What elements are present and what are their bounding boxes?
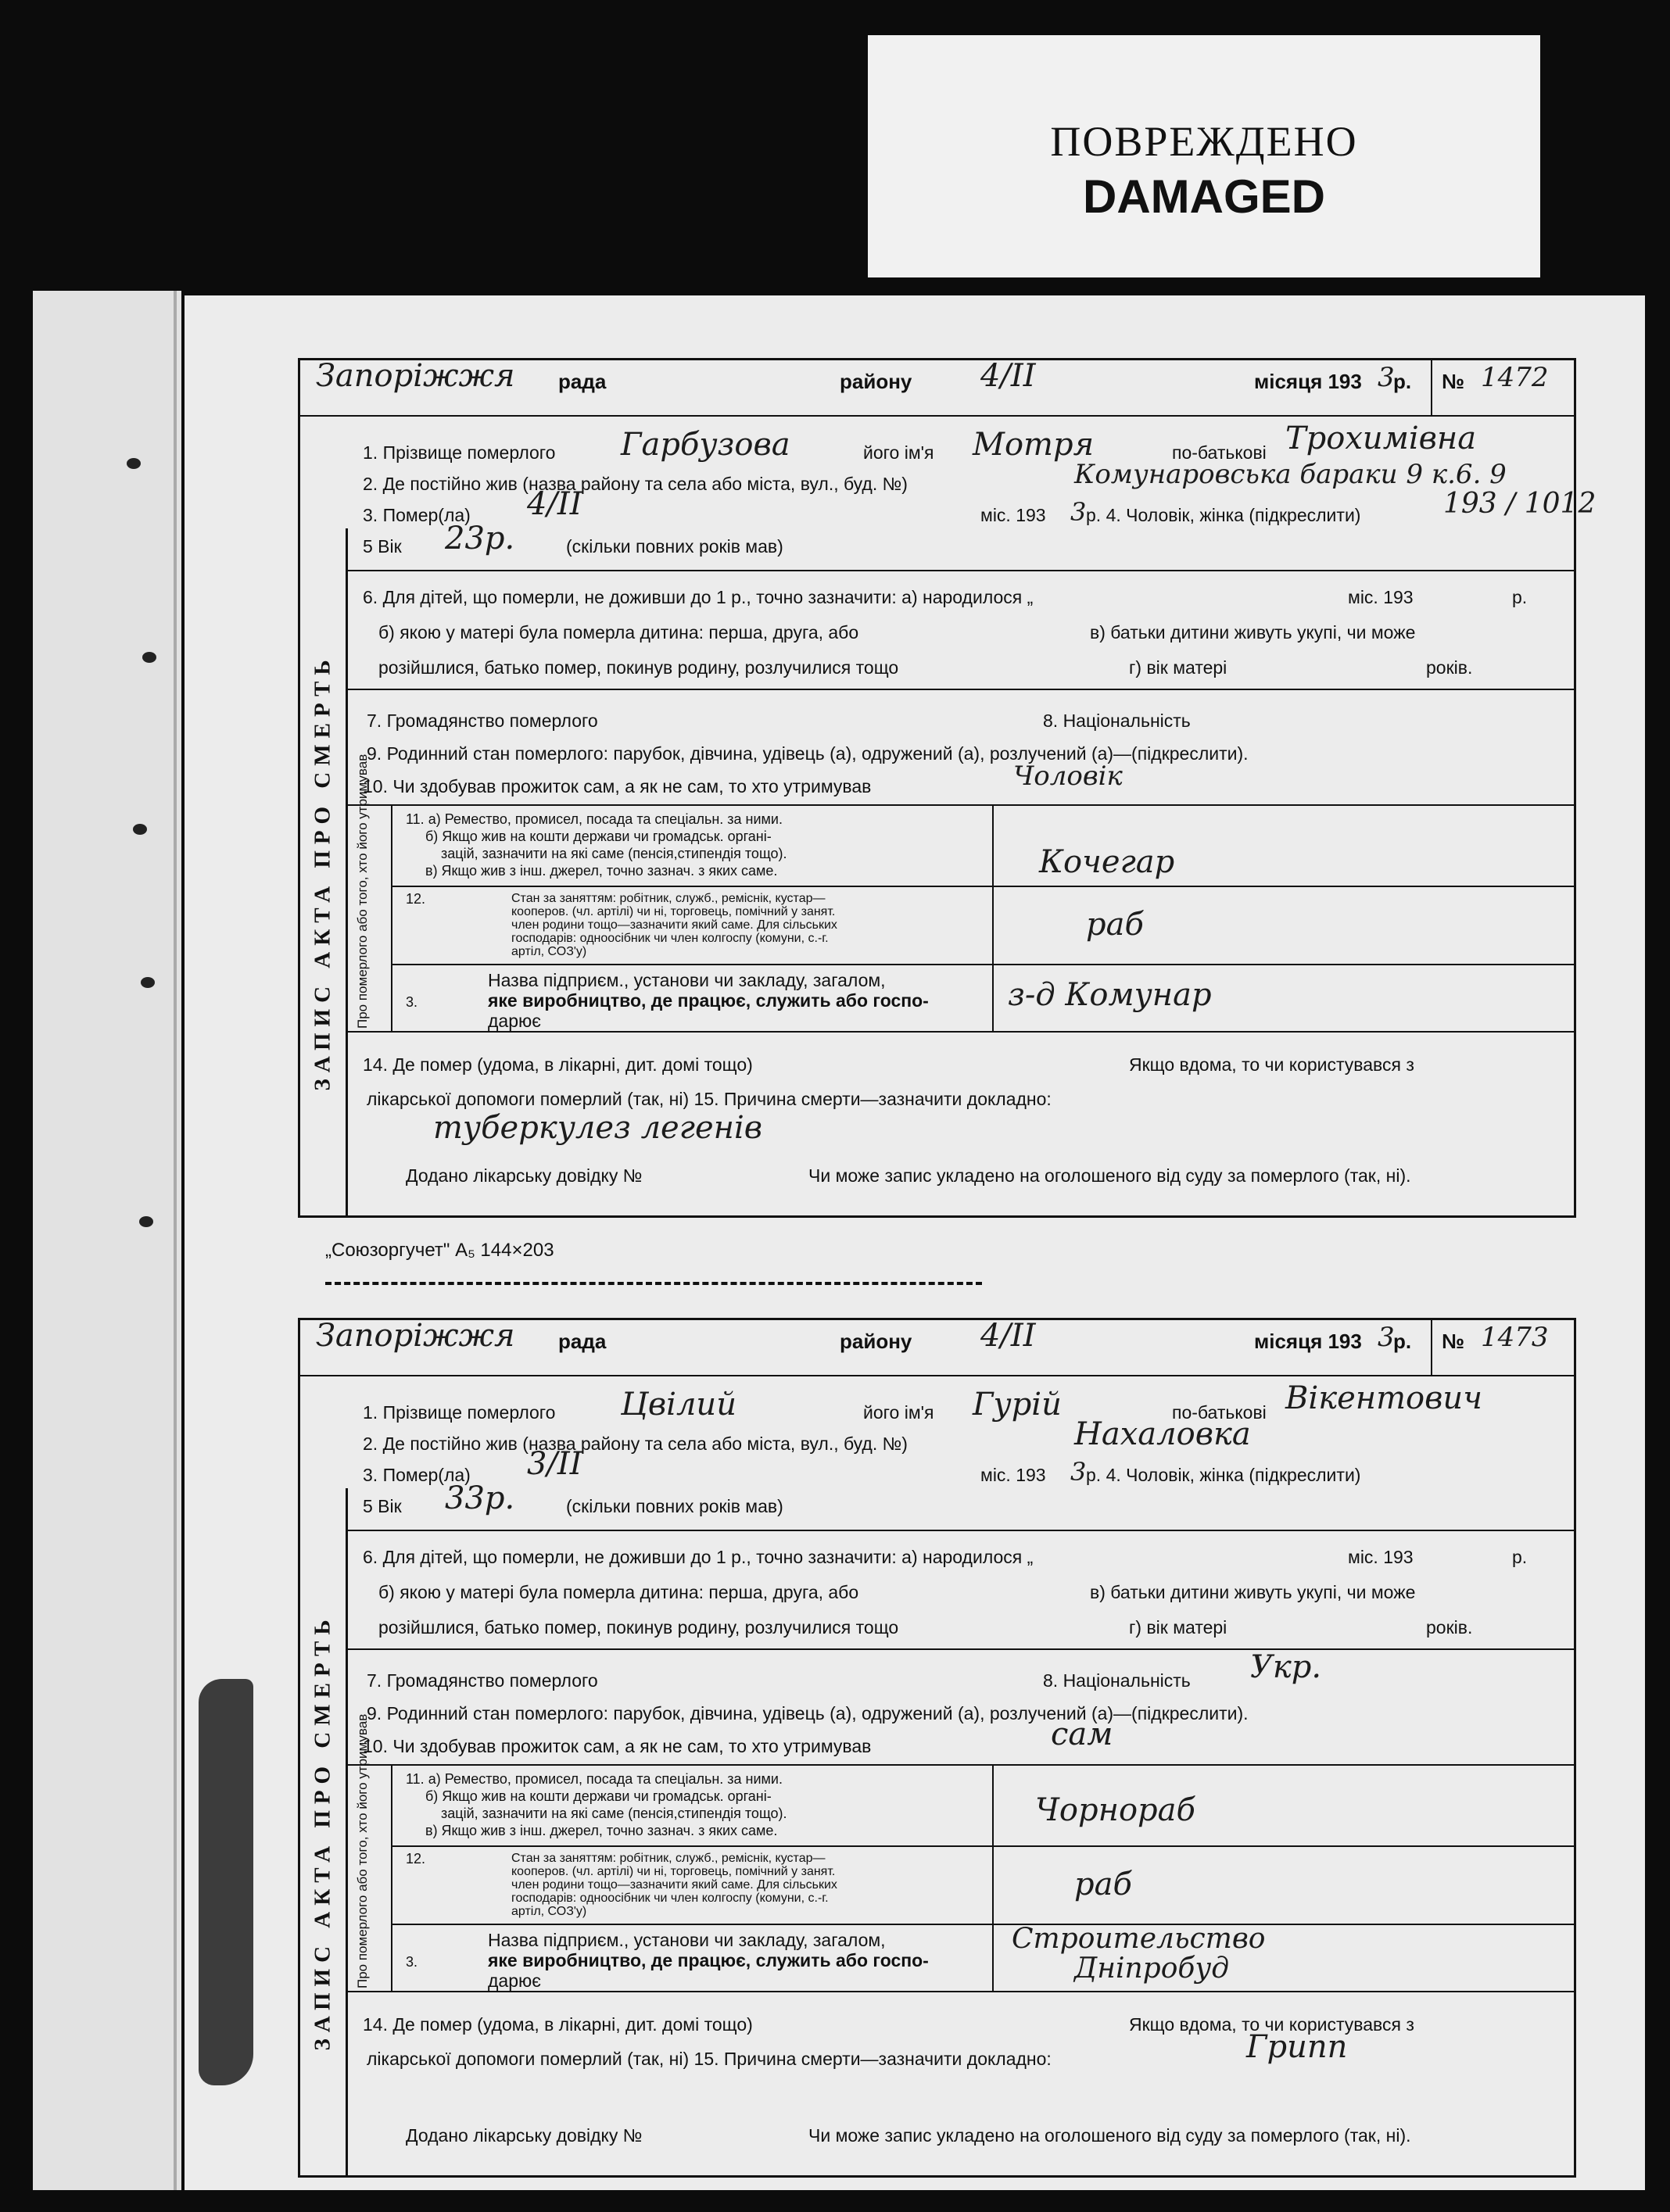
rada-label: рада (558, 1330, 607, 1353)
nationality-value: Укр. (1250, 1649, 1322, 1685)
month-year-label: місяця 193 (1254, 1330, 1362, 1353)
patronymic-label: по-батькові (1172, 1402, 1267, 1423)
field-8-label: 8. Національність (1043, 1670, 1191, 1691)
age-value: 23р. (445, 521, 515, 557)
field-15-label: лікарської допомоги померлий (так, ні) 15. Причина смерти—зазначити докладно: (367, 2049, 1052, 2069)
field-11b2-label: зацій, зазначити на які саме (пенсія,стипендія тощо). (441, 1806, 787, 1821)
side-title-band (300, 1488, 348, 2175)
left-adjacent-sheet (33, 291, 181, 2190)
field-6c2-label: г) вік матері (1129, 1617, 1227, 1638)
field-6b-label: б) якою у матері була померла дитина: перша, друга, або (378, 1582, 859, 1602)
field-13-number: 3. (406, 1954, 418, 1970)
punch-hole (127, 458, 141, 469)
field-11c-label: в) Якщо жив з інш. джерел, точно зазнач. з яких саме. (425, 1823, 778, 1838)
surname-value: Цвілий (621, 1387, 736, 1423)
field-13b-label: яке виробництво, де працює, служить або госпо- (488, 990, 929, 1011)
field-5-label: 5 Вік (363, 536, 402, 557)
field-6a-year: р. (1512, 587, 1528, 607)
field-12-number: 12. (406, 891, 426, 907)
field-3-label: 3. Помер(ла) (363, 505, 471, 525)
field-12e-label: артіл, СОЗ'у) (511, 945, 587, 958)
address-value: Нахаловка (1074, 1416, 1251, 1452)
year-digit: 3 (1378, 1322, 1395, 1353)
occupation-value: Кочегар (1039, 844, 1175, 880)
field-6c3-label: років. (1426, 657, 1473, 678)
field-12c-label: член родини тощо—зазначити який саме. Для сільських (511, 918, 837, 932)
cause-value: Грипп (1246, 2029, 1348, 2065)
enterprise-value: з-д Комунар (1008, 977, 1212, 1013)
punch-hole (141, 977, 155, 988)
field-16b-label: Чи може запис укладено на оголошеного від суду за померлого (так, ні). (808, 1165, 1411, 1186)
field-9-label: 9. Родинний стан померлого: парубок, дівчина, удівець (а), одружений (а), розлучений (а)—(підкреслити). (367, 1703, 1249, 1723)
punch-hole (142, 652, 156, 663)
field-16b-label: Чи може запис укладено на оголошеного від суду за померлого (так, ні). (808, 2125, 1411, 2146)
field-13c-label: дарює (488, 1011, 541, 1031)
field-6a-label: 6. Для дітей, що померли, не доживши до 1 р., точно зазначити: а) народилося „ (363, 587, 1034, 607)
punch-hole (133, 824, 147, 835)
field-12b-label: кооперов. (чл. артілі) чи ні, торговець, помічний у занят. (511, 1865, 836, 1878)
field-13a-label: Назва підприєм., установи чи закладу, загалом, (488, 1930, 886, 1950)
field-14-label: 14. Де помер (удома, в лікарні, дит. домі тощо) (363, 1054, 753, 1075)
supporter-value: Чоловік (1013, 761, 1123, 792)
field-11a-label: 11. а) Ремество, промисел, посада та спеціальн. за ними. (406, 1771, 783, 1787)
field-9-label: 9. Родинний стан померлого: парубок, дівчина, удівець (а), одружений (а), розлучений (а)—(підкреслити). (367, 743, 1249, 764)
year-digit: 3 (1378, 362, 1395, 393)
field-7-label: 7. Громадянство померлого (367, 710, 598, 731)
field-10-label: 10. Чи здобував прожиток сам, а як не сам, то хто утримував (363, 1736, 872, 1756)
field-10-label: 10. Чи здобував прожиток сам, а як не сам, то хто утримував (363, 776, 872, 796)
surname-value: Гарбузова (621, 427, 790, 463)
field-12d-label: господарів: одноосібник чи член колгоспу (комуни, с.-г. (511, 932, 829, 945)
month-year-label: місяця 193 (1254, 370, 1362, 393)
field-11b1-label: б) Якщо жив на кошти держави чи громадськ. органі- (425, 1788, 772, 1804)
field-6a-month: міс. 193 (1348, 1547, 1414, 1567)
age-value: 33р. (445, 1480, 515, 1516)
field-12-number: 12. (406, 1851, 426, 1867)
field-14b-label: Якщо вдома, то чи користувався з (1129, 2014, 1414, 2035)
damaged-label (868, 35, 1540, 277)
field-12a-label: Стан за заняттям: робітник, служб., реміснік, кустар— (511, 892, 826, 905)
rayon-label: району (840, 1330, 912, 1353)
supporter-side-label: Про померлого або того, хто його утримував (355, 753, 370, 1029)
record-number: 1473 (1481, 1322, 1549, 1353)
death-date-value: 3/ІІ (527, 1446, 582, 1482)
number-label: № (1442, 1330, 1464, 1353)
death-month-label: міс. 193 (980, 1465, 1046, 1485)
field-5-label: 5 Вік (363, 1496, 402, 1516)
death-record-2 (298, 1318, 1576, 2178)
field-3-label: 3. Помер(ла) (363, 1465, 471, 1485)
field-13b-label: яке виробництво, де працює, служить або госпо- (488, 1950, 929, 1970)
field-2-label: 2. Де постійно жив (назва району та села або міста, вул., буд. №) (363, 474, 908, 494)
paper-damage-stain (199, 1679, 253, 2085)
field-12a-label: Стан за заняттям: робітник, служб., реміснік, кустар— (511, 1852, 826, 1865)
side-title-band (300, 528, 348, 1215)
fold-line (174, 291, 177, 2190)
sex-label: р. 4. Чоловік, жінка (підкреслити) (1086, 505, 1361, 525)
sex-label: р. 4. Чоловік, жінка (підкреслити) (1086, 1465, 1361, 1485)
field-13-number: 3. (406, 994, 418, 1010)
death-year-digit: 3 (1070, 497, 1087, 527)
field-1-label: 1. Прізвище померлого (363, 1402, 556, 1423)
name-value: Мотря (973, 427, 1095, 463)
printer-imprint: „Союзоргучет" А₅ 144×203 (325, 1240, 554, 1261)
field-14-label: 14. Де помер (удома, в лікарні, дит. домі тощо) (363, 2014, 753, 2035)
status-value: раб (1074, 1867, 1132, 1902)
field-12e-label: артіл, СОЗ'у) (511, 1905, 587, 1918)
field-11c-label: в) Якщо жив з інш. джерел, точно зазнач. з яких саме. (425, 863, 778, 879)
supporter-side-label: Про померлого або того, хто його утримував (355, 1713, 370, 1988)
field-16-label: Додано лікарську довідку № (406, 2125, 643, 2146)
cause-value: туберкулез легенів (433, 1110, 763, 1146)
r-label: р. (1393, 370, 1412, 393)
record-number: 1472 (1481, 362, 1549, 393)
field-6b2-label: в) батьки дитини живуть укупі, чи може (1090, 622, 1416, 642)
damaged-label-ukrainian: ПОВРЕЖДЕНО (1050, 118, 1358, 165)
r-label: р. (1393, 1330, 1412, 1353)
side-title: ЗАПИС АКТА ПРО СМЕРТЬ (310, 653, 335, 1091)
death-date-value: 4/ІІ (527, 486, 582, 522)
field-8-label: 8. Національність (1043, 710, 1191, 731)
field-6a-month: міс. 193 (1348, 587, 1414, 607)
field-12c-label: член родини тощо—зазначити який саме. Для сільських (511, 1878, 837, 1892)
cut-line (325, 1282, 982, 1285)
field-7-label: 7. Громадянство померлого (367, 1670, 598, 1691)
number-label: № (1442, 370, 1464, 393)
death-year-digit: 3 (1070, 1457, 1087, 1487)
field-6c-label: розійшлися, батько помер, покинув родину, розлучилися тощо (378, 1617, 899, 1638)
rada-value: Запоріжжя (316, 1318, 515, 1354)
field-6c-label: розійшлися, батько помер, покинув родину, розлучилися тощо (378, 657, 899, 678)
field-11a-label: 11. а) Ремество, промисел, посада та спеціальн. за ними. (406, 811, 783, 827)
death-month-label: міс. 193 (980, 505, 1046, 525)
enterprise-value-line1: Строительство (1012, 1923, 1266, 1955)
damaged-label-english: DAMAGED (1083, 170, 1325, 223)
patronymic-value: Вікентович (1285, 1380, 1483, 1416)
death-record-1 (298, 358, 1597, 1218)
field-13a-label: Назва підприєм., установи чи закладу, загалом, (488, 970, 886, 990)
address-value: Комунаровська бараки 9 к.6. 9 (1074, 459, 1507, 490)
margin-note: 193 / 1012 (1443, 488, 1597, 520)
document-page (185, 295, 1645, 2190)
rayon-label: району (840, 370, 912, 393)
field-6c3-label: років. (1426, 1617, 1473, 1638)
field-15-label: лікарської допомоги померлий (так, ні) 15. Причина смерти—зазначити докладно: (367, 1089, 1052, 1109)
field-12b-label: кооперов. (чл. артілі) чи ні, торговець, помічний у занят. (511, 905, 836, 918)
rada-label: рада (558, 370, 607, 393)
rayon-value: 4/ІІ (980, 1318, 1036, 1354)
supporter-value: сам (1051, 1716, 1113, 1752)
field-11b1-label: б) Якщо жив на кошти держави чи громадськ. органі- (425, 829, 772, 844)
field-16-label: Додано лікарську довідку № (406, 1165, 643, 1186)
punch-hole (139, 1216, 153, 1227)
field-14b-label: Якщо вдома, то чи користувався з (1129, 1054, 1414, 1075)
field-6a-label: 6. Для дітей, що померли, не доживши до 1 р., точно зазначити: а) народилося „ (363, 1547, 1034, 1567)
field-12d-label: господарів: одноосібник чи член колгоспу (комуни, с.-г. (511, 1892, 829, 1905)
rada-value: Запоріжжя (316, 358, 515, 394)
field-1-label: 1. Прізвище померлого (363, 442, 556, 463)
enterprise-value-line2: Дніпробуд (1074, 1953, 1230, 1985)
name-label: його ім'я (863, 442, 934, 463)
field-2-label: 2. Де постійно жив (назва району та села або міста, вул., буд. №) (363, 1434, 908, 1454)
age-note: (скільки повних років мав) (566, 536, 783, 557)
side-title: ЗАПИС АКТА ПРО СМЕРТЬ (310, 1612, 335, 2051)
patronymic-value: Трохимівна (1285, 421, 1477, 456)
status-value: раб (1086, 907, 1144, 943)
field-6b-label: б) якою у матері була померла дитина: перша, друга, або (378, 622, 859, 642)
patronymic-label: по-батькові (1172, 442, 1267, 463)
rayon-value: 4/ІІ (980, 358, 1036, 394)
field-13c-label: дарює (488, 1970, 541, 1991)
name-label: його ім'я (863, 1402, 934, 1423)
field-11b2-label: зацій, зазначити на які саме (пенсія,стипендія тощо). (441, 846, 787, 861)
field-6c2-label: г) вік матері (1129, 657, 1227, 678)
age-note: (скільки повних років мав) (566, 1496, 783, 1516)
field-6b2-label: в) батьки дитини живуть укупі, чи може (1090, 1582, 1416, 1602)
occupation-value: Чорнораб (1035, 1792, 1195, 1828)
field-6a-year: р. (1512, 1547, 1528, 1567)
name-value: Гурій (973, 1387, 1062, 1423)
